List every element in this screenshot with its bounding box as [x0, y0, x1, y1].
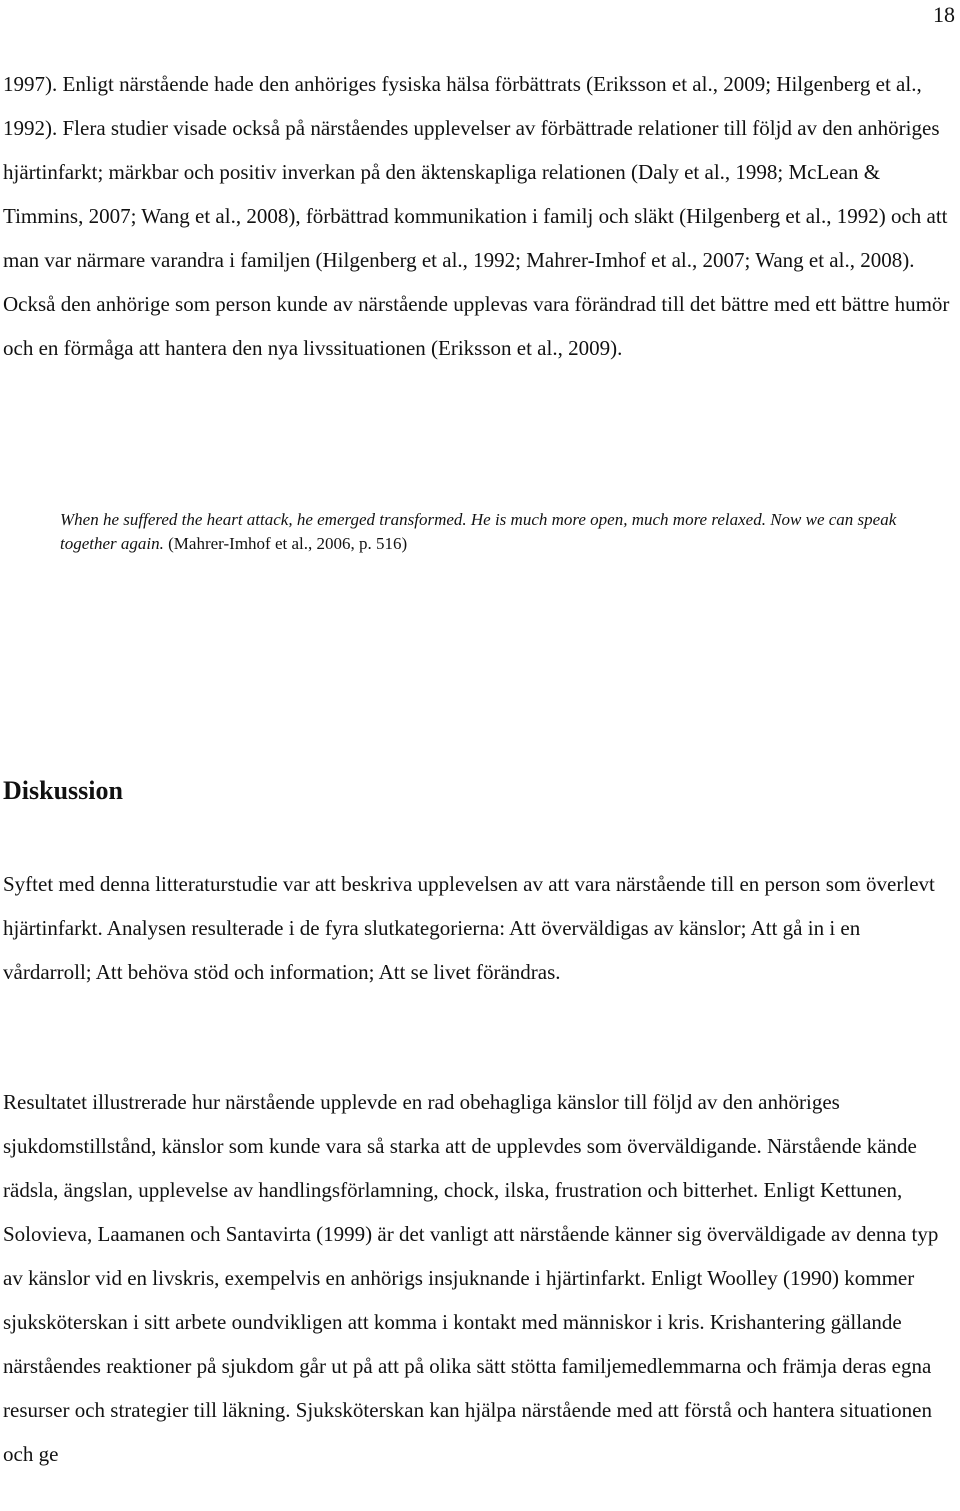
body-paragraph: Resultatet illustrerade hur närstående upplevde en rad obehagliga känslor till följd av den anhöriges sjukdomstillstånd, känslor som kunde vara så starka att de upplevdes som överväldigande. Närstående kände rädsla, ängslan, upplevelse av handlingsförlamning, chock, ilska, frustration och bitterhet. Enligt Kettunen, Solovieva, Laamanen och Santavirta (1999) är det vanligt att närstående känner sig överväldigade av denna typ av känslor vid en livskris, exempelvis en anhörigs insjuknande i hjärtinfarkt. Enligt Woolley (1990) kommer sjuksköterskan i sitt arbete oundvikligen att komma i kontakt med människor i kris. Krishantering gällande närståendes reaktioner på sjukdom går ut på att på olika sätt stötta familjemedlemmarna och främja deras egna resurser och strategier till läkning. Sjuksköterskan kan hjälpa närstående med att förstå och hantera situationen och ge	[3, 1090, 939, 1466]
quote-text: When he suffered the heart attack, he emerged transformed. He is much more open, much more relaxed. Now we can speak together again.	[60, 510, 897, 553]
block-quote	[60, 508, 900, 556]
page-number: 18	[933, 2, 955, 27]
section-heading: Diskussion	[3, 776, 123, 805]
quote-citation: (Mahrer-Imhof et al., 2006, p. 516)	[163, 534, 408, 553]
body-paragraph: Syftet med denna litteraturstudie var att beskriva upplevelsen av att vara närstående till en person som överlevt hjärtinfarkt. Analysen resulterade i de fyra slutkategorierna: Att överväldigas av känslor; Att gå in i en vårdarroll; Att behöva stöd och information; Att se livet förändras.	[3, 872, 935, 984]
body-paragraph: 1997). Enligt närstående hade den anhöriges fysiska hälsa förbättrats (Eriksson et al., 2009; Hilgenberg et al., 1992). Flera studier visade också på närståendes upplevelser av förbättrade relationer till följd av den anhöriges hjärtinfarkt; märkbar och positiv inverkan på den äktenskapliga relationen (Daly et al., 1998; McLean & Timmins, 2007; Wang et al., 2008), förbättrad kommunikation i familj och släkt (Hilgenberg et al., 1992) och att man var närmare varandra i familjen (Hilgenberg et al., 1992; Mahrer-Imhof et al., 2007; Wang et al., 2008). Också den anhörige som person kunde av närstående upplevas vara förändrad till det bättre med ett bättre humör och en förmåga att hantera den nya livssituationen (Eriksson et al., 2009).	[3, 72, 950, 360]
